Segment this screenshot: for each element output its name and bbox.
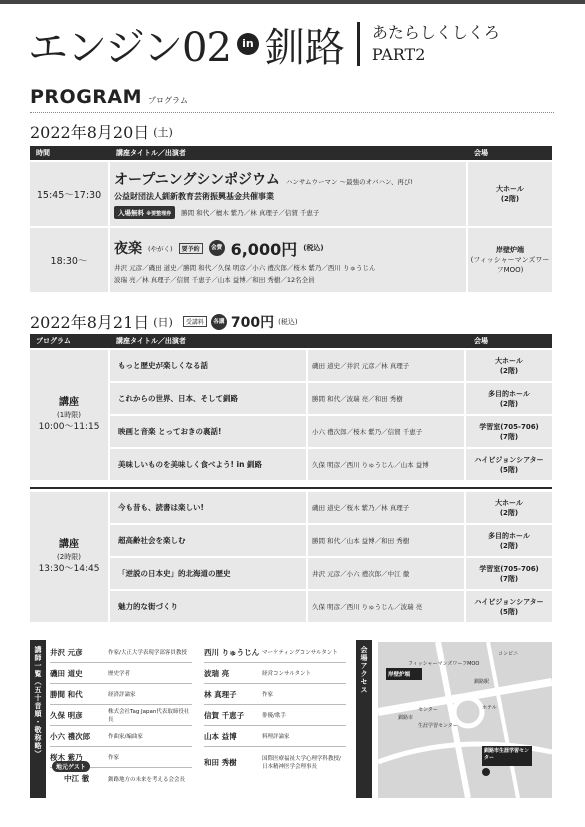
title-main: エンジン02 (28, 24, 231, 71)
event-title-text: 夜楽 (114, 241, 142, 257)
venue-name: 学習室(705-706) (479, 564, 539, 573)
venue-name: 学習室(705-706) (479, 422, 539, 431)
venue-name: ハイビジョンシアター (474, 597, 544, 606)
person-desc: 経済評論家 (108, 692, 136, 698)
list-item (204, 705, 346, 726)
fee-badge: 各講 (211, 314, 227, 330)
session-title: 魅力的な街づくり (118, 602, 178, 611)
event-venue (468, 162, 552, 226)
map-pin (482, 768, 490, 776)
event-performers: 井沢 元彦／磯田 道史／勝間 和代／久保 明彦／小六 禮次郎／桜木 紫乃／西川 りゅうじん (114, 263, 376, 272)
header-venue: 会場 (474, 149, 488, 157)
event-performers: 勝間 和代／檀木 紫乃／林 真理子／信賀 千恵子 (181, 209, 320, 217)
session-venue (464, 449, 552, 480)
session-title: これからの世界、日本、そして釧路 (118, 394, 238, 403)
person-name: 勝間 和代 (50, 689, 83, 699)
map-label-hotel: ホテル (482, 705, 497, 711)
event-content (110, 162, 467, 226)
session-venue (464, 383, 552, 414)
session-title: もっと歴史が楽しくなる話 (118, 361, 208, 370)
session-presenters: 久保 明彦／西川 りゅうじん／波瑞 亮 (306, 591, 464, 622)
subtitle-jp: あたらしくしくろ (371, 23, 500, 42)
day2-weekday: (日) (153, 315, 173, 329)
block-period: (1時限) (57, 411, 81, 419)
venue-floor: (2階) (499, 508, 519, 517)
table-row (30, 228, 552, 292)
list-item (110, 492, 552, 523)
day2-price: 700円 (230, 314, 275, 331)
session-presenters: 勝間 和代／山本 益博／和田 秀樹 (306, 525, 464, 556)
list-item (110, 525, 552, 556)
block-label: 講座 (59, 397, 79, 408)
badge-note: ※要整理券 (146, 211, 172, 217)
session-presenters: 磯田 道史／井沢 元彦／林 真理子 (306, 350, 464, 381)
list-item (110, 416, 552, 447)
list-item (50, 705, 192, 726)
session-venue (464, 350, 552, 381)
venue-floor: (2階) (499, 541, 519, 550)
table-row (30, 162, 552, 226)
price-note: (税込) (278, 317, 298, 326)
session-presenters: 井沢 元彦／小六 禮次郎／中江 徹 (306, 558, 464, 589)
event-title-line (114, 237, 324, 260)
fee-badge: 会費 (209, 240, 225, 256)
list-item (50, 764, 192, 789)
day2-date-text: 2022年8月21日 (30, 313, 150, 332)
venue-floor: (5階) (499, 607, 519, 616)
event-content (110, 228, 467, 292)
person-name: 小六 禮次郎 (50, 731, 91, 741)
venue-name: 岸壁炉端 (496, 246, 524, 254)
person-desc: マーケティングコンサルタント (262, 650, 338, 656)
venue-floor: (7階) (499, 574, 519, 583)
badge-text: 入場無料 (118, 209, 144, 217)
person-desc: 料理評論家 (262, 734, 290, 740)
session-block-2 (30, 492, 108, 622)
session-venue (464, 525, 552, 556)
venue-name: 大ホール (495, 356, 523, 365)
venue-name: 多目的ホール (488, 531, 530, 540)
session-venue (464, 416, 552, 447)
venue-floor: (2階) (499, 399, 519, 408)
person-desc: 作曲家/編曲家 (108, 734, 143, 740)
price-note: (税込) (303, 244, 324, 252)
event-performers-line (114, 206, 319, 219)
person-desc: 作家/大正大学表現学部客員教授 (108, 650, 187, 656)
program-heading-jp: プログラム (148, 96, 188, 105)
person-name: 山本 益博 (204, 731, 237, 741)
map-label-station: 釧路駅 (474, 679, 490, 685)
title-in-badge: in (237, 33, 259, 55)
event-time: 18:30〜 (50, 256, 88, 267)
map-label-moo: フィッシャーマンズワーフMOO (408, 661, 480, 667)
session-title: 美味しいものを美味しく食べよう! in 釧路 (118, 460, 263, 469)
person-name: 林 真理子 (204, 689, 237, 699)
session-title: 今も昔も、読書は楽しい! (118, 503, 204, 512)
event-time: 15:45〜17:30 (36, 190, 102, 201)
list-item (50, 663, 192, 684)
header-venue: 会場 (474, 337, 488, 345)
access-map (378, 642, 552, 798)
day1-date-text: 2022年8月20日 (30, 123, 150, 142)
person-desc: 作家 (262, 692, 274, 698)
subtitle-part: PART2 (371, 45, 426, 64)
session-presenters: 小六 禮次郎／桜木 紫乃／信賀 千恵子 (306, 416, 464, 447)
person-name: 久保 明彦 (50, 710, 83, 720)
block-divider (30, 487, 552, 489)
session-title: 映画と音楽 とっておきの裏話! (118, 427, 222, 436)
list-item (110, 591, 552, 622)
event-performers: 波瑞 亮／林 真理子／信賀 千恵子／山本 益博／和田 秀樹／12名全員 (114, 275, 315, 284)
event-price: 6,000円 (230, 239, 298, 259)
block-label: 講座 (59, 539, 79, 550)
divider-rule (30, 112, 554, 113)
map-label-lifelong: 生涯学習センター (418, 723, 458, 729)
block-time: 13:30〜14:45 (38, 564, 100, 574)
people-list-left (50, 642, 192, 789)
title-divider (357, 22, 360, 66)
access-label: 会場アクセス (356, 640, 372, 798)
session-title: 超高齢社会を楽しむ (118, 536, 186, 545)
people-list-right (204, 642, 346, 777)
people-label: 講師一覧（五十音順・敬称略） (30, 640, 46, 798)
venue-note: (フィッシャーマンズワーフMOO) (470, 256, 550, 274)
program-heading (30, 86, 188, 108)
person-name: 信賀 千恵子 (204, 710, 245, 720)
day2-date (30, 310, 298, 333)
list-item (110, 383, 552, 414)
map-label-coop: コンビニ (498, 651, 519, 657)
ticket-label: 受講料 (183, 316, 207, 327)
session-block-1 (30, 350, 108, 480)
event-organizer: 公益財団法人釧新教育芸術振興基金共催事業 (114, 192, 274, 201)
venue-name: 大ホール (495, 498, 523, 507)
session-venue (464, 558, 552, 589)
map-label-city: 釧路市 (398, 715, 414, 721)
person-name: 西川 りゅうじん (204, 647, 260, 657)
local-guest-badge: 地元ゲスト (52, 761, 90, 772)
list-item (204, 663, 346, 684)
day1-date (30, 120, 173, 143)
venue-name: ハイビジョンシアター (474, 455, 544, 464)
map-label-center: 釧路市生涯学習センター (484, 748, 530, 761)
block-period: (2時限) (57, 553, 81, 561)
session-presenters: 磯田 道史／桜木 紫乃／林 真理子 (306, 492, 464, 523)
event-title-line (114, 169, 413, 189)
session-presenters: 久保 明彦／西川 りゅうじん／山本 益博 (306, 449, 464, 480)
list-item (204, 726, 346, 747)
list-item (110, 350, 552, 381)
person-name: 磯田 道史 (50, 668, 83, 678)
list-item (110, 558, 552, 589)
person-name: 中江 徹 (64, 774, 90, 783)
session-presenters: 勝間 和代／波瑞 亮／和田 秀樹 (306, 383, 464, 414)
person-desc: 釧路地方の未来を考える会会長 (108, 776, 186, 783)
event-venue (468, 228, 552, 292)
map-label-terminal: センター (418, 707, 438, 713)
session-title: 「逆説の日本史」的北海道の歴史 (118, 569, 231, 578)
venue-name: 大ホール (496, 185, 524, 193)
person-name: 和田 秀樹 (204, 757, 237, 767)
session-venue (464, 591, 552, 622)
list-item (204, 642, 346, 663)
list-item (204, 684, 346, 705)
top-bar (0, 0, 585, 4)
person-desc: 国際医療福祉大学心理学科教授/日本精神医学会理事長 (262, 756, 341, 770)
day1-weekday: (土) (153, 125, 173, 139)
block-time: 10:00〜11:15 (38, 422, 100, 432)
title-subtitle (372, 22, 500, 66)
session-venue (464, 492, 552, 523)
day2-table-header (30, 334, 552, 348)
person-name: 桜木 紫乃 (50, 752, 83, 762)
list-item (50, 684, 192, 705)
venue-name: 多目的ホール (488, 389, 530, 398)
header-program: プログラム (36, 337, 71, 345)
person-desc: 歴史学者 (108, 671, 131, 677)
header-time: 時間 (36, 149, 50, 157)
event-tagline: ハンサムウーマン 〜最強のオバハン、再び! (285, 178, 414, 186)
header-title: 講座タイトル／出演者 (116, 149, 186, 157)
reservation-badge: 要予約 (179, 243, 203, 254)
header-title: 講座タイトル／出演者 (116, 337, 186, 345)
list-item (110, 449, 552, 480)
map-label-ganpeki: 岸壁炉端 (388, 672, 411, 678)
person-desc: 俳優/歌手 (262, 713, 286, 719)
title-place: 釧路 (264, 24, 345, 71)
person-desc: 株式会社Tag Japan代表取締役社長 (108, 709, 190, 723)
list-item (204, 747, 346, 777)
person-name: 波瑞 亮 (204, 668, 230, 678)
list-item (50, 642, 192, 663)
day1-table-header (30, 146, 552, 160)
venue-floor: (5階) (499, 465, 519, 474)
venue-floor: (2階) (500, 195, 520, 203)
person-desc: 経営コンサルタント (262, 671, 312, 677)
person-name: 井沢 元彦 (50, 647, 83, 657)
event-title-reading: (やがく) (148, 244, 173, 253)
event-title-text: オープニングシンポジウム (114, 172, 280, 188)
venue-floor: (7階) (499, 432, 519, 441)
venue-floor: (2階) (499, 366, 519, 375)
person-desc: 作家 (108, 755, 120, 761)
program-heading-en: PROGRAM (30, 86, 143, 108)
event-title (28, 14, 500, 74)
list-item (50, 726, 192, 747)
free-entry-badge (114, 206, 175, 219)
